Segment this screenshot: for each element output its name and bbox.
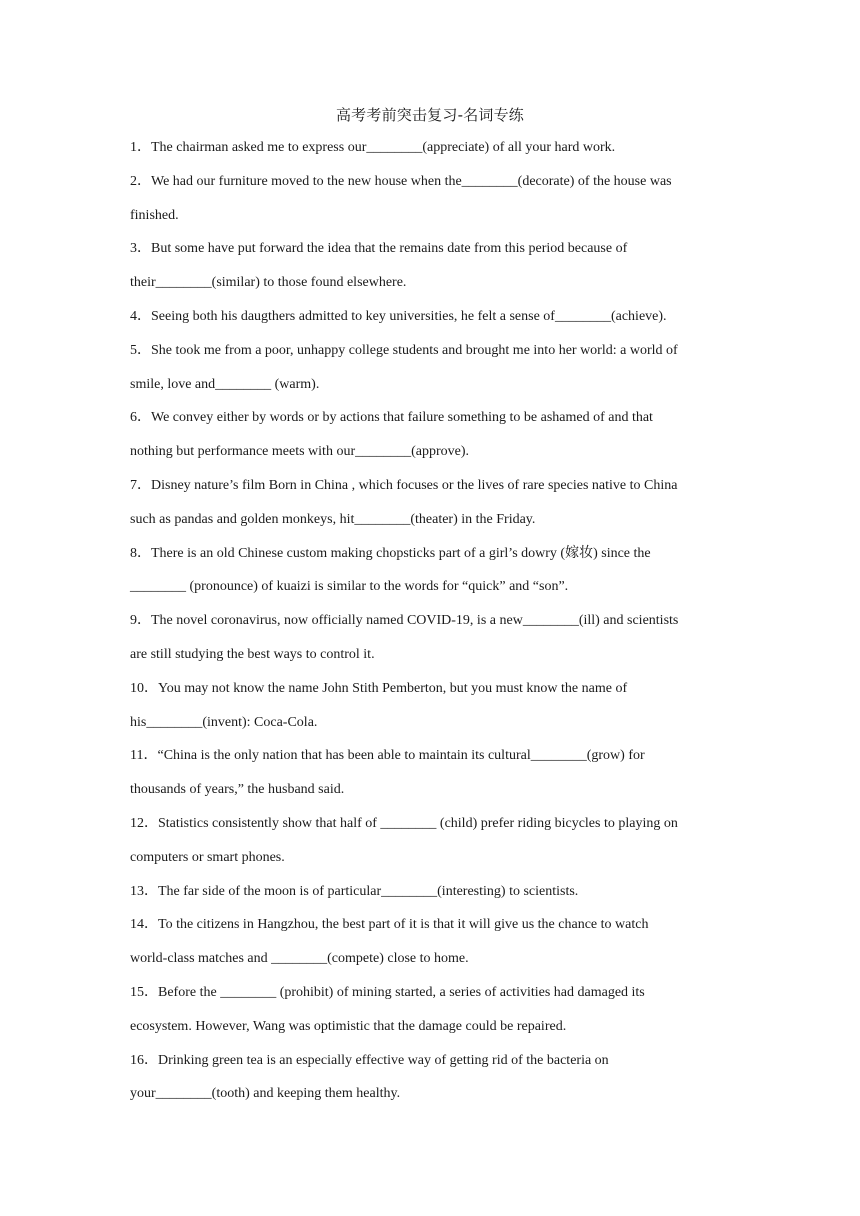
question-5-line-2: smile, love and________ (warm). (130, 376, 320, 392)
question-15-line-1: 15．Before the ________ (prohibit) of mining started, a series of activities had damaged its (130, 984, 645, 1000)
question-7-line-2: such as pandas and golden monkeys, hit________(theater) in the Friday. (130, 511, 536, 527)
question-2-line-1: 2．We had our furniture moved to the new house when the________(decorate) of the house was (130, 173, 672, 189)
question-8-line-2: ________ (pronounce) of kuaizi is similar to the words for “quick” and “son”. (130, 579, 569, 595)
question-5-line-1: 5．She took me from a poor, unhappy college students and brought me into her world: a world of (130, 342, 678, 358)
question-16-line-2: your________(tooth) and keeping them healthy. (130, 1086, 401, 1102)
question-10-line-2: his________(invent): Coca-Cola. (130, 714, 318, 730)
question-6-line-2: nothing but performance meets with our________(approve). (130, 444, 470, 460)
question-9-line-2: are still studying the best ways to control it. (130, 646, 375, 662)
question-9-line-1: 9．The novel coronavirus, now officially named COVID-19, is a new________(ill) and scientists (130, 613, 679, 629)
question-6-line-1: 6．We convey either by words or by actions that failure something to be ashamed of and that (130, 410, 653, 426)
question-3-line-2: their________(similar) to those found elsewhere. (130, 275, 407, 291)
question-3-line-1: 3．But some have put forward the idea that the remains date from this period because of (130, 241, 628, 257)
question-11-line-2: thousands of years,” the husband said. (130, 782, 345, 798)
question-10-line-1: 10．You may not know the name John Stith Pemberton, but you must know the name of (130, 680, 628, 696)
question-14-line-1: 14．To the citizens in Hangzhou, the best part of it is that it will give us the chance to watch (130, 917, 649, 933)
question-4-line-1: 4．Seeing both his daugthers admitted to key universities, he felt a sense of________(achieve). (130, 308, 667, 324)
question-list (130, 131, 730, 1111)
question-1-line-1: 1．The chairman asked me to express our________(appreciate) of all your hard work. (130, 140, 616, 155)
question-12-line-1: 12．Statistics consistently show that half of ________ (child) prefer riding bicycles to playing on (130, 815, 678, 831)
question-8-line-1: 8．There is an old Chinese custom making chopsticks part of a girl’s dowry (嫁妆) since the (130, 545, 651, 561)
question-16-line-1: 16．Drinking green tea is an especially effective way of getting rid of the bacteria on (130, 1052, 609, 1068)
question-13-line-1: 13．The far side of the moon is of particular________(interesting) to scientists. (130, 883, 579, 899)
question-14-line-2: world-class matches and ________(compete) close to home. (130, 951, 469, 967)
question-15-line-2: ecosystem. However, Wang was optimistic that the damage could be repaired. (130, 1018, 567, 1034)
document-title: 高考考前突击复习-名词专练 (335, 106, 524, 124)
question-11-line-1: 11．“China is the only nation that has been able to maintain its cultural________(grow) for (130, 748, 645, 764)
question-7-line-1: 7．Disney nature’s film Born in China , which focuses or the lives of rare species native to China (130, 477, 678, 493)
question-2-line-2: finished. (130, 207, 179, 223)
question-12-line-2: computers or smart phones. (130, 849, 285, 865)
